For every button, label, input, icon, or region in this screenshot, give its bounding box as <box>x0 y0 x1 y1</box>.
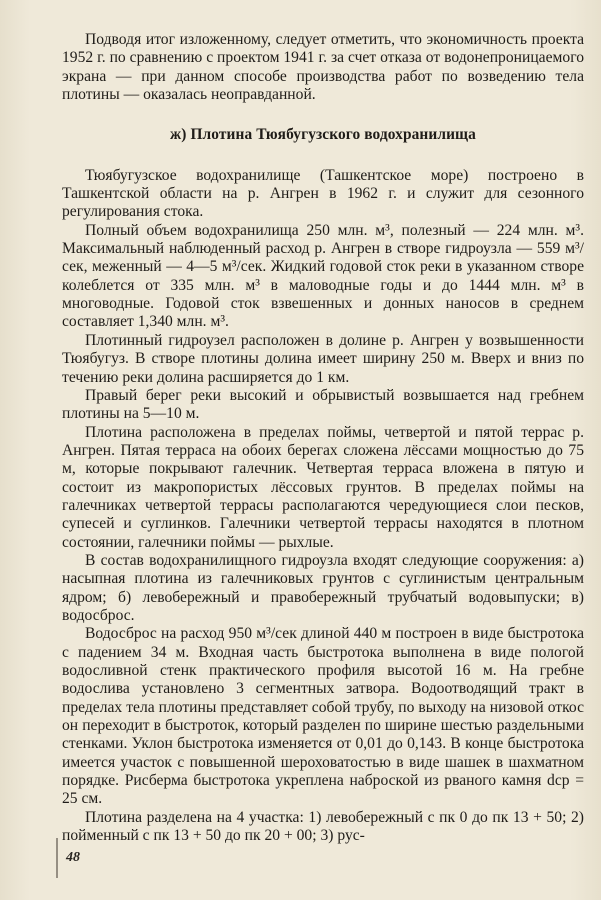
paragraph-location: Плотинный гидроузел расположен в долине р. Ангрен у возвышенности Тюябугуз. В створе плотины долина имеет ширину 250 м. Вверх и вниз по течению реки долина расширяется до 1 км. <box>62 331 584 386</box>
paragraph-structures: В состав водохранилищного гидроузла входят следующие сооружения: а) насыпная плотина из галечниковых грунтов с суглинистым центральным ядром; б) левобережный и правобережный трубчатый водовыпуски; в) водосброс. <box>62 551 584 624</box>
paragraph-volume: Полный объем водохранилища 250 млн. м³, полезный — 224 млн. м³. Максимальный наблюденный расход р. Ангрен в створе гидроузла — 559 м³/сек, меженный — 4—5 м³/сек. Жидкий годовой сток реки в указанном створе колеблется от 335 млн. м³ в маловодные годы и до 1444 млн. м³ в многоводные. Годовой сток взвешенных и донных наносов в среднем составляет 1,340 млн. м³. <box>62 221 584 331</box>
paragraph-reservoir-intro: Тюябугузское водохранилище (Ташкентское море) построено в Ташкентской области на р. Ангрен в 1962 г. и служит для сезонного регулирования стока. <box>62 166 584 221</box>
paragraph-right-bank: Правый берег реки высокий и обрывистый возвышается над гребнем плотины на 5—10 м. <box>62 386 584 423</box>
text-column <box>62 31 584 845</box>
paragraph-conclusion: Подводя итог изложенному, следует отметить, что экономичность проекта 1952 г. по сравнению с проектом 1941 г. за счет отказа от водонепроницаемого экрана — при данном способе производства работ по возведению тела плотины — оказалась неоправданной. <box>62 31 584 104</box>
page-number: 48 <box>66 850 80 865</box>
paragraph-dam-sections: Плотина разделена на 4 участка: 1) левобережный с пк 0 до пк 13 + 50; 2) пойменный с пк 13 + 50 до пк 20 + 00; 3) рус- <box>62 808 584 845</box>
section-heading: ж) Плотина Тюябугузского водохранилища <box>170 126 476 144</box>
margin-mark <box>56 838 62 878</box>
paragraph-spillway: Водосброс на расход 950 м³/сек длиной 440 м построен в виде быстротока с падением 34 м. Входная часть быстротока выполнена в виде пологой водосливной стенк практического профиля высотой 16 м. На гребне водослива установлено 3 сегментных затвора. Водоотводящий тракт в пределах тела плотины представляет собой трубу, по выходу на низовой откос он переходит в быстроток, который разделен по ширине шестью раздельными стенками. Уклон быстротока изменяется от 0,01 до 0,143. В конце быстротока имеется участок с повышенной шероховатостью в виде шашек в шахматном порядке. Рисберма быстротока укреплена наброской из рваного камня dср = 25 см. <box>62 625 584 808</box>
paragraph-terraces: Плотина расположена в пределах поймы, четвертой и пятой террас р. Ангрен. Пятая терраса на обоих берегах сложена лёссами мощностью до 75 м, которые покрывают галечник. Четвертая терраса вложена в пятую и состоит из макропористых лёссовых грунтов. В пределах поймы на галечниках четвертой террасы располагаются чередующиеся слои песков, супесей и суглинков. Галечники четвертой террасы находятся в плотном состоянии, галечники поймы — рыхлые. <box>62 423 584 551</box>
